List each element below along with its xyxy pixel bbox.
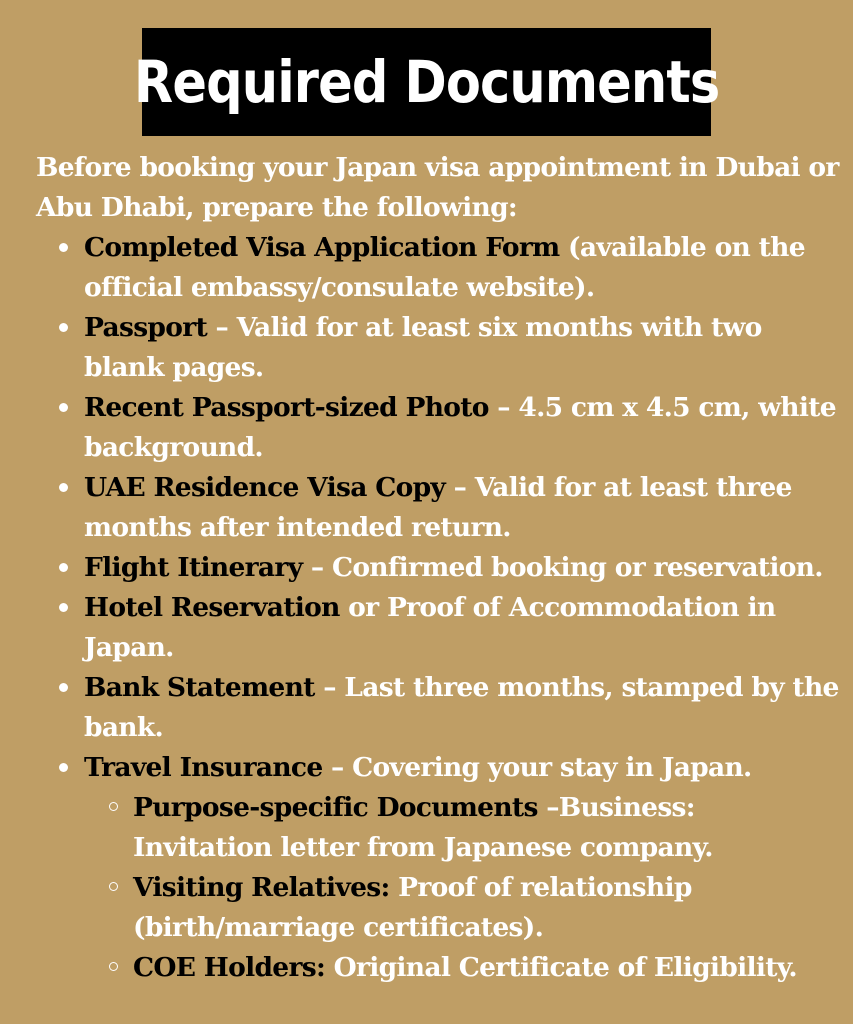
sub-item-title: Purpose-specific Documents — [133, 792, 538, 823]
list-item — [84, 548, 841, 588]
item-title: Hotel Reservation — [84, 592, 340, 623]
item-detail: – Valid for at least three months after intended return. — [84, 472, 792, 543]
item-detail: – Confirmed booking or reservation. — [302, 552, 823, 583]
list-item — [84, 228, 841, 308]
sub-item-title: Visiting Relatives: — [133, 872, 390, 903]
item-detail: – Covering your stay in Japan. — [322, 752, 752, 783]
item-detail: – Last three months, stamped by the bank. — [84, 672, 839, 743]
sub-item-detail: Proof of relationship (birth/marriage certificates). — [133, 872, 692, 943]
item-title: Completed Visa Application Form — [84, 232, 560, 263]
item-title: Recent Passport-sized Photo — [84, 392, 489, 423]
item-title: Travel Insurance — [84, 752, 323, 783]
item-title: Flight Itinerary — [84, 552, 303, 583]
list-item — [84, 748, 841, 988]
sub-item-detail: –Business: Invitation letter from Japanese company. — [133, 792, 713, 863]
item-title: UAE Residence Visa Copy — [84, 472, 446, 503]
sub-list-item — [133, 948, 841, 988]
title-banner — [133, 28, 720, 136]
item-title: Passport — [84, 312, 208, 343]
sub-requirements-list — [84, 788, 841, 988]
item-detail: or Proof of Accommodation in Japan. — [84, 592, 776, 663]
sub-list-item — [133, 868, 841, 948]
sub-item-detail: Original Certificate of Eligibility. — [325, 952, 797, 983]
page-title: Required Documents — [133, 48, 720, 116]
list-item — [84, 308, 841, 388]
intro-paragraph: Before booking your Japan visa appointment in Dubai or Abu Dhabi, prepare the following: — [36, 152, 839, 223]
list-item — [84, 588, 841, 668]
requirements-list — [36, 228, 841, 988]
sub-list-item — [133, 788, 841, 868]
list-item — [84, 668, 841, 748]
item-title: Bank Statement — [84, 672, 315, 703]
list-item — [84, 468, 841, 548]
item-detail: (available on the official embassy/consulate website). — [84, 232, 805, 303]
sub-item-title: COE Holders: — [133, 952, 326, 983]
list-item — [84, 388, 841, 468]
item-detail: – 4.5 cm x 4.5 cm, white background. — [84, 392, 836, 463]
document-body — [36, 148, 841, 988]
item-detail: – Valid for at least six months with two blank pages. — [84, 312, 762, 383]
